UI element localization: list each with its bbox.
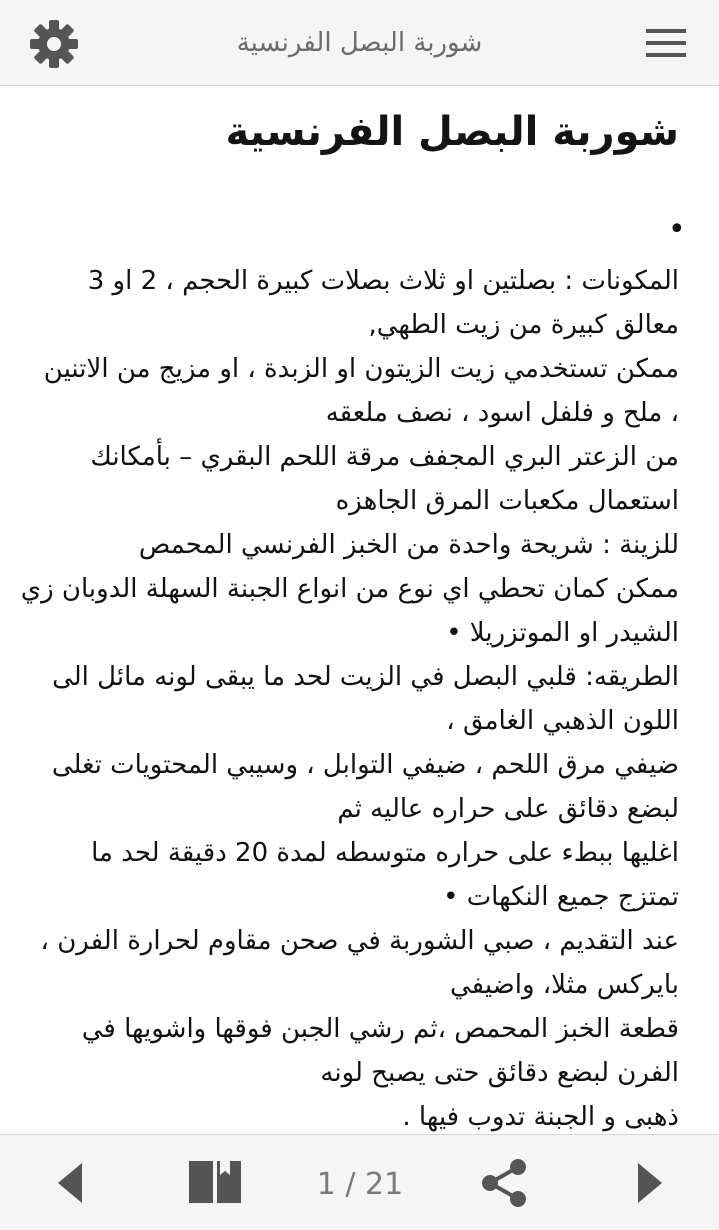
article-line: الفرن لبضع دقائق حتى يصبح لونه — [320, 1058, 679, 1088]
share-icon — [478, 1157, 530, 1209]
article-line: عند التقديم ، صبي الشوربة في صحن مقاوم لحرارة الفرن ، — [40, 926, 679, 956]
previous-page-icon — [52, 1159, 92, 1207]
article-line: ذهبى و الجبنة تدوب فيها . — [402, 1102, 679, 1132]
article-line: الطريقه: قلبي البصل في الزيت لحد ما يبقى لونه مائل الى — [52, 662, 679, 692]
article-line: من الزعتر البري المجفف مرقة اللحم البقري – بأمكانك — [90, 442, 679, 472]
page-indicator: 1 / 21 — [316, 1167, 404, 1202]
settings-button[interactable] — [28, 18, 80, 70]
article-title: شوربة البصل الفرنسية — [225, 109, 679, 155]
article-content — [0, 87, 719, 1133]
article-line: للزينة : شريحة واحدة من الخبز الفرنسي المحمص — [138, 530, 679, 560]
article-body — [0, 259, 679, 1133]
bottom-navigation-bar — [0, 1134, 719, 1230]
bookmarks-button[interactable] — [186, 1157, 244, 1207]
article-line: استعمال مكعبات المرق الجاهزه — [335, 486, 679, 516]
app-bar-title: شوربة البصل الفرنسية — [236, 28, 483, 58]
article-line: اغليها ببطء على حراره متوسطه لمدة 20 دقيقة لحد ما — [91, 838, 679, 868]
bookmark-book-icon — [186, 1157, 244, 1207]
article-line: الشيدر او الموتزريلا • — [446, 618, 679, 648]
article-line: معالق كبيرة من زيت الطهي, — [368, 310, 679, 340]
list-bullet: • — [668, 212, 686, 247]
hamburger-menu-icon — [644, 26, 692, 62]
article-line: المكونات : بصلتين او ثلاث بصلات كبيرة الحجم ، 2 او 3 — [87, 266, 679, 296]
article-line: اللون الذهبي الغامق ، — [446, 706, 679, 736]
article-line: ممكن تستخدمي زيت الزيتون او الزبدة ، او مزيج من الاتنين — [43, 354, 679, 384]
next-page-icon — [630, 1159, 670, 1207]
previous-page-button[interactable] — [52, 1159, 92, 1207]
article-line: لبضع دقائق على حراره عاليه ثم — [337, 794, 679, 824]
article-line: ممكن كمان تحطي اي نوع من انواع الجبنة السهلة الدوبان زي — [20, 574, 679, 604]
article-line: بايركس مثلا، واضيفي — [450, 970, 679, 1000]
next-page-button[interactable] — [630, 1159, 670, 1207]
article-line: ضيفي مرق اللحم ، ضيفي التوابل ، وسيبي المحتويات تغلى — [51, 750, 679, 780]
menu-button[interactable] — [644, 26, 692, 62]
article-line: قطعة الخبز المحمص ،ثم رشي الجبن فوقها واشويها في — [81, 1014, 679, 1044]
article-line: ، ملح و فلفل اسود ، نصف ملعقه — [325, 398, 679, 428]
share-button[interactable] — [478, 1157, 530, 1209]
top-app-bar — [0, 0, 719, 86]
gear-icon — [28, 18, 80, 70]
article-line: تمتزج جميع النكهات • — [443, 882, 679, 912]
